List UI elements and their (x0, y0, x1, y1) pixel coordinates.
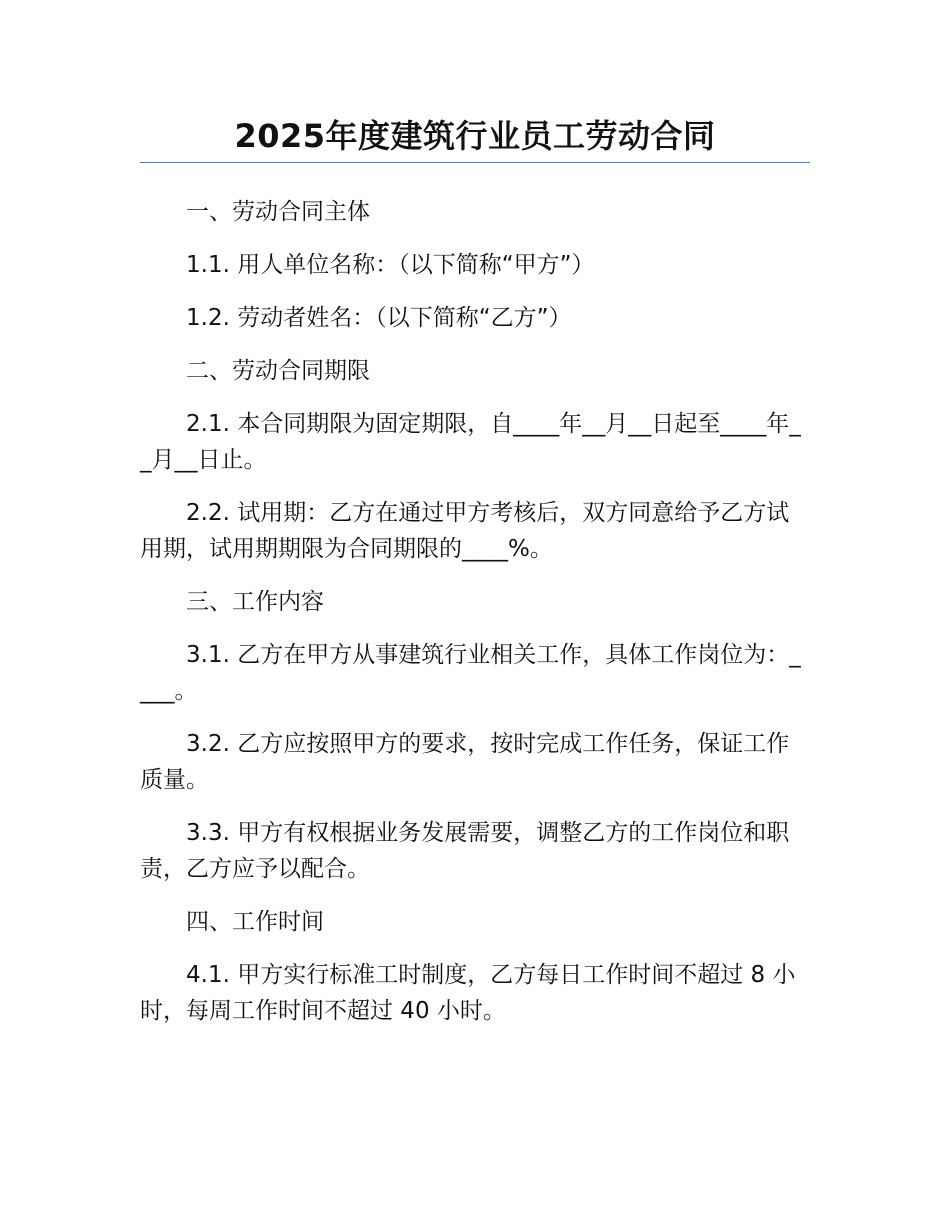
document-body (140, 194, 810, 1046)
section-heading-2: 二、劳动合同期限 (186, 358, 370, 384)
clause-3-2: 3.2. 乙方应按照甲方的要求，按时完成工作任务，保证工作质量。 (140, 731, 790, 793)
section-heading-3: 三、工作内容 (186, 589, 324, 615)
clause-1-1: 1.1. 用人单位名称：（以下简称“甲方”） (186, 252, 595, 278)
clause-2-1: 2.1. 本合同期限为固定期限，自____年__月__日起至____年__月__日止。 (140, 411, 801, 473)
clause-4-1: 4.1. 甲方实行标准工时制度，乙方每日工作时间不超过 8 小时，每周工作时间不超过 40 小时。 (140, 962, 796, 1024)
document-page (140, 0, 810, 1230)
section-heading-4: 四、工作时间 (186, 909, 324, 935)
document-title: 2025年度建筑行业员工劳动合同 (234, 117, 716, 155)
title-underline (140, 162, 810, 163)
clause-3-1: 3.1. 乙方在甲方从事建筑行业相关工作，具体工作岗位为：____。 (140, 642, 801, 704)
section-heading-1: 一、劳动合同主体 (186, 199, 370, 225)
clause-3-3: 3.3. 甲方有权根据业务发展需要，调整乙方的工作岗位和职责，乙方应予以配合。 (140, 820, 790, 882)
clause-1-2: 1.2. 劳动者姓名：（以下简称“乙方”） (186, 305, 572, 331)
clause-2-2: 2.2. 试用期：乙方在通过甲方考核后，双方同意给予乙方试用期，试用期期限为合同期限的____%。 (140, 500, 790, 562)
